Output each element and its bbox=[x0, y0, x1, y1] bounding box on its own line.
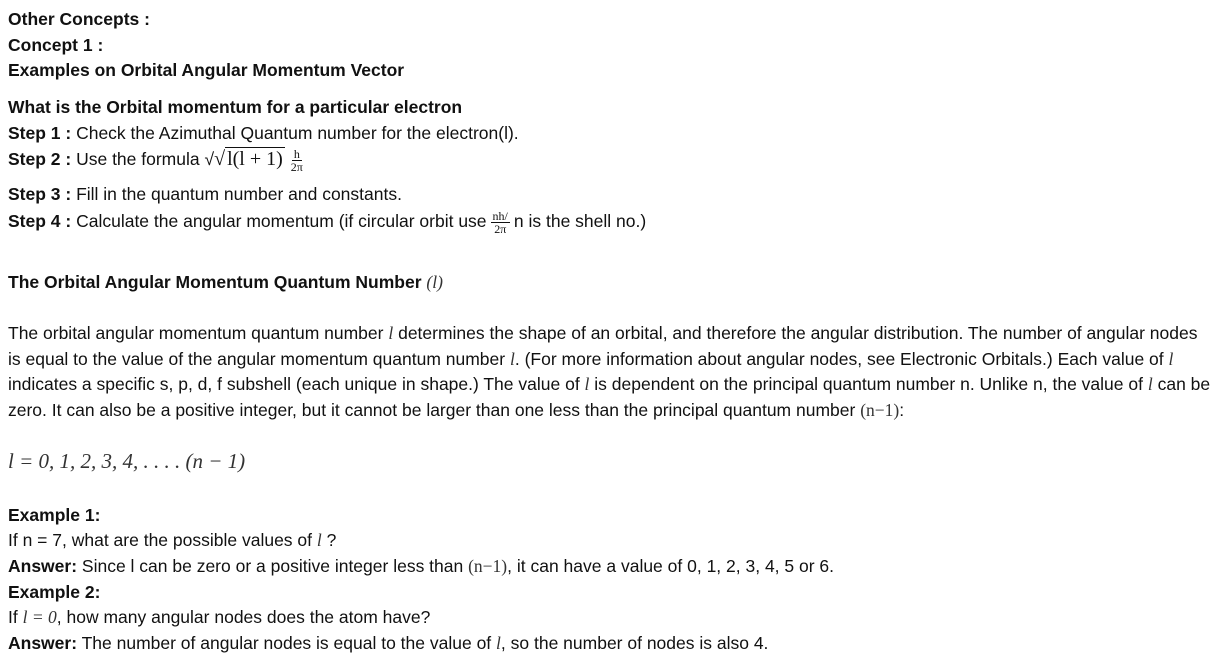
paragraph-text: . (For more information about angular nodes, see Electronic Orbitals.) Each value of bbox=[514, 348, 1169, 369]
paragraph-text: is dependent on the principal quantum number n. Unlike n, the value of bbox=[589, 374, 1148, 395]
step-1-label: Step 1 : bbox=[8, 123, 72, 143]
fraction-denominator: 2π bbox=[494, 222, 507, 236]
example-2-label: Example 2: bbox=[8, 582, 101, 602]
paragraph-text: : bbox=[899, 399, 905, 420]
l-symbol: l bbox=[496, 633, 501, 653]
nh-over-2pi-fraction bbox=[491, 210, 510, 235]
example-2-question bbox=[8, 606, 430, 628]
l-symbol: l bbox=[1147, 374, 1153, 395]
step-4-label: Step 4 : bbox=[8, 211, 72, 232]
question-text: , how many angular nodes does the atom have? bbox=[56, 607, 431, 627]
question-heading: What is the Orbital momentum for a particular electron bbox=[8, 97, 463, 117]
section-title: The Orbital Angular Momentum Quantum Number bbox=[8, 272, 422, 292]
l-symbol: l bbox=[584, 374, 590, 395]
concept-1-heading: Concept 1 : bbox=[8, 35, 104, 55]
l-symbol: l bbox=[316, 530, 322, 550]
sqrt-radicand: l(l + 1) bbox=[227, 148, 283, 171]
step-2-label: Step 2 : bbox=[8, 149, 72, 170]
section-heading bbox=[8, 271, 443, 293]
examples-title: Examples on Orbital Angular Momentum Vector bbox=[8, 60, 405, 80]
l-values-equation: l = 0, 1, 2, 3, 4, . . . . (n − 1) bbox=[8, 449, 246, 473]
example-1-question bbox=[8, 529, 336, 551]
answer-text: The number of angular nodes is equal to the value of bbox=[77, 633, 497, 653]
section-title-symbol: (l) bbox=[426, 272, 443, 292]
fraction-denominator: 2π bbox=[290, 160, 303, 174]
l-equals-0: l = 0 bbox=[22, 607, 57, 627]
answer-label: Answer: bbox=[8, 556, 78, 576]
paragraph-text: can be zero. It can also be a positive integer, but it cannot be larger than one less than the principal quantum number bbox=[8, 374, 1211, 420]
sqrt-symbol: √ bbox=[214, 148, 226, 171]
answer-text: , it can have a value of 0, 1, 2, 3, 4, 5 or 6. bbox=[507, 556, 835, 576]
step-4-text-a: Calculate the angular momentum (if circular orbit use bbox=[71, 211, 487, 232]
l-symbol: l bbox=[1168, 348, 1174, 369]
question-text: If bbox=[8, 607, 23, 627]
fraction-numerator: nh/ bbox=[492, 209, 508, 223]
step-3-label: Step 3 : bbox=[8, 184, 72, 204]
step-1-text: Check the Azimuthal Quantum number for the electron(l). bbox=[71, 123, 519, 143]
question-text: If n = 7, what are the possible values of bbox=[8, 530, 317, 550]
l-symbol: l bbox=[388, 323, 394, 343]
step-3-text: Fill in the quantum number and constants. bbox=[71, 184, 402, 204]
answer-text: Since l can be zero or a positive integer less than bbox=[77, 556, 469, 576]
example-1-answer bbox=[8, 555, 834, 577]
example-1-label: Example 1: bbox=[8, 505, 101, 525]
other-concepts-heading: Other Concepts : bbox=[8, 9, 150, 29]
example-2-answer bbox=[8, 632, 768, 654]
answer-label: Answer: bbox=[8, 633, 78, 653]
paragraph-text: The orbital angular momentum quantum number bbox=[8, 323, 389, 343]
section-paragraph bbox=[8, 321, 1213, 423]
step-4 bbox=[8, 210, 646, 240]
paragraph-text: determines the shape of an orbital, and therefore the angular distribution. The number of angular nodes is equal to the value of the angular momentum quantum number bbox=[8, 323, 1198, 369]
step-2 bbox=[8, 148, 309, 178]
l-symbol: l bbox=[509, 348, 515, 369]
step-3 bbox=[8, 183, 402, 205]
question-text: ? bbox=[321, 530, 337, 550]
step-4-text-b: n is the shell no.) bbox=[513, 211, 647, 232]
h-over-2pi-fraction bbox=[289, 148, 305, 173]
n-minus-1: (n−1) bbox=[468, 556, 508, 576]
n-minus-1: (n−1) bbox=[860, 399, 900, 420]
step-2-text: Use the formula √ bbox=[71, 149, 215, 170]
fraction-numerator: h bbox=[293, 147, 300, 161]
answer-text: , so the number of nodes is also 4. bbox=[500, 633, 769, 653]
paragraph-text: indicates a specific s, p, d, f subshell (each unique in shape.) The value of bbox=[8, 374, 585, 395]
step-1 bbox=[8, 122, 519, 144]
